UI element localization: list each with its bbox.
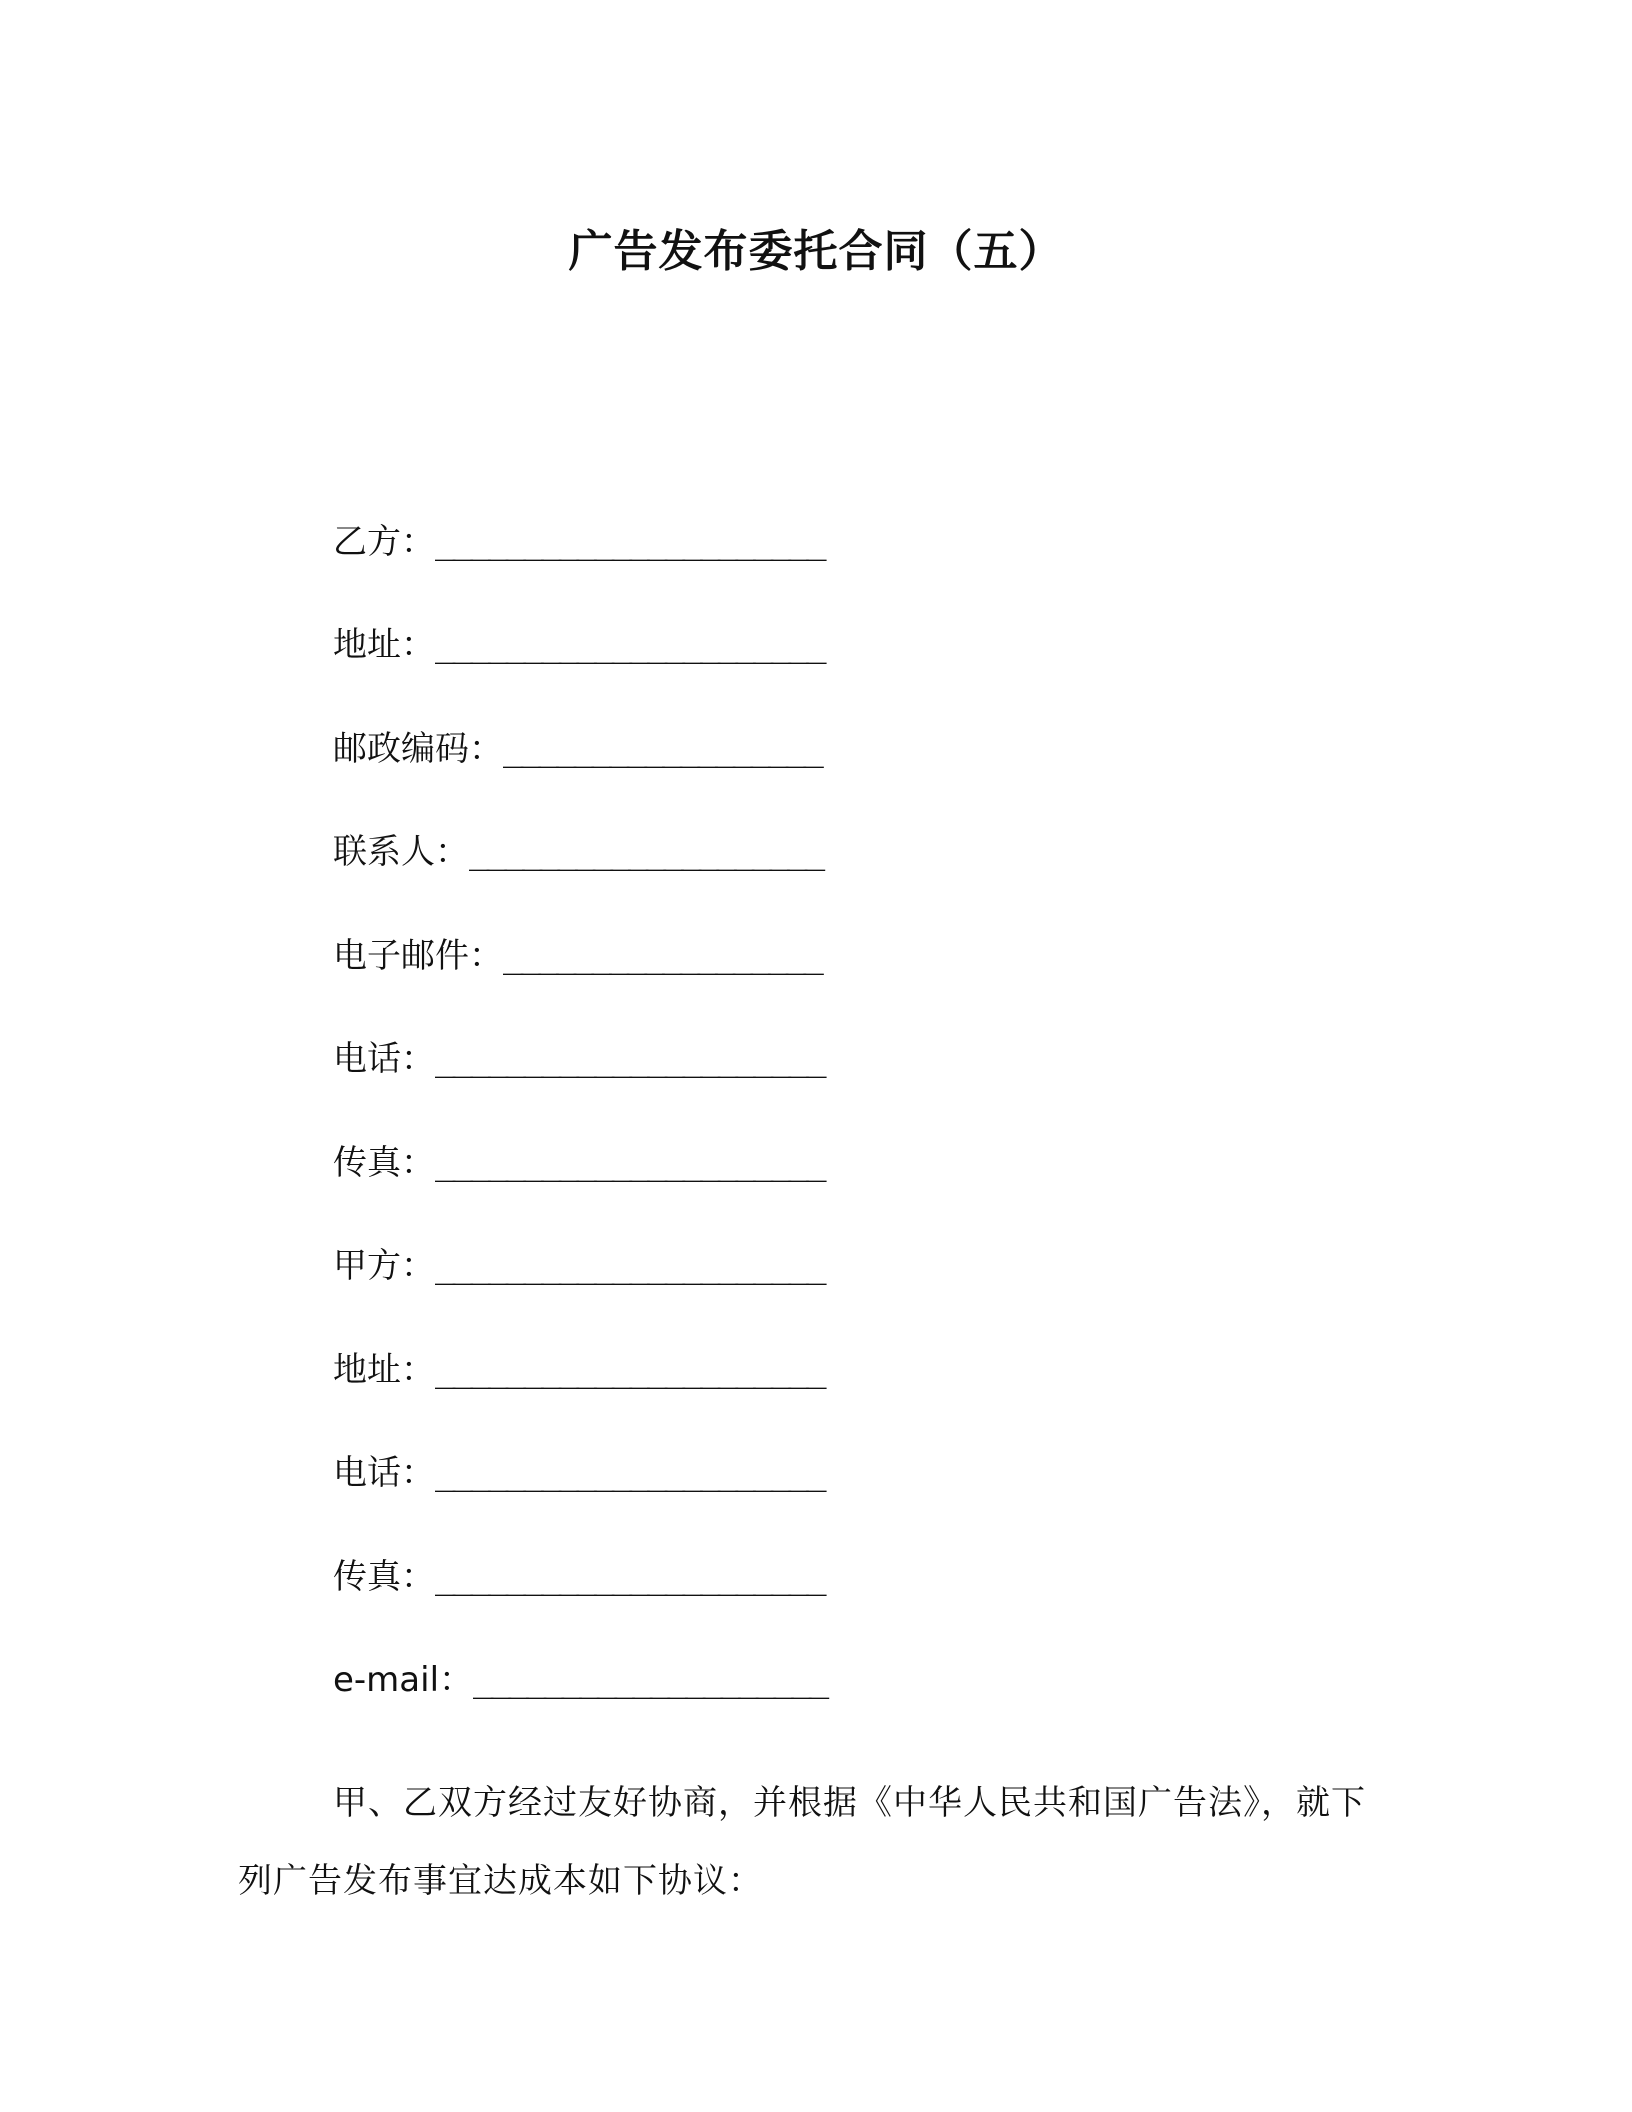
page-title: 广告发布委托合同（五） <box>568 226 1064 277</box>
field-label: 传真： <box>333 1142 435 1183</box>
fill-in-blank: ____________________ <box>469 832 823 873</box>
field-party-a-email <box>333 1629 1233 1733</box>
field-party-b-fax <box>333 1111 1233 1215</box>
field-label: e-mail： <box>333 1660 474 1701</box>
field-label: 甲方： <box>333 1246 435 1287</box>
fill-in-blank: ______________________ <box>435 1556 824 1597</box>
field-label: 地址： <box>333 1349 435 1390</box>
field-party-a-address <box>333 1318 1233 1422</box>
field-label: 传真： <box>333 1556 435 1597</box>
field-postal-code <box>333 697 1233 801</box>
field-party-b-phone <box>333 1008 1233 1112</box>
field-party-a-phone <box>333 1422 1233 1526</box>
field-party-a-fax <box>333 1525 1233 1629</box>
fill-in-blank: ______________________ <box>435 1246 824 1287</box>
fill-in-blank: __________________ <box>503 935 822 976</box>
fill-in-blank: ______________________ <box>435 625 824 666</box>
field-email <box>333 904 1233 1008</box>
field-party-b <box>333 490 1233 594</box>
field-label: 乙方： <box>333 521 435 562</box>
field-party-a <box>333 1215 1233 1319</box>
field-label: 联系人： <box>333 832 469 873</box>
field-party-b-address <box>333 594 1233 698</box>
party-info-fields <box>333 490 1233 1732</box>
fill-in-blank: __________________ <box>503 728 822 769</box>
field-contact-person <box>333 801 1233 905</box>
intro-paragraph: 甲、乙双方经过友好协商，并根据《中华人民共和国广告法》，就下列广告发布事宜达成本如下协议： <box>238 1783 1366 1901</box>
fill-in-blank: ______________________ <box>435 1349 824 1390</box>
field-label: 电话： <box>333 1039 435 1080</box>
field-label: 地址： <box>333 625 435 666</box>
fill-in-blank: ______________________ <box>435 1039 824 1080</box>
field-label: 邮政编码： <box>333 728 503 769</box>
fill-in-blank: ______________________ <box>435 1453 824 1494</box>
fill-in-blank: ____________________ <box>473 1660 827 1701</box>
fill-in-blank: ______________________ <box>435 521 824 562</box>
field-label: 电话： <box>333 1453 435 1494</box>
field-label: 电子邮件： <box>333 935 503 976</box>
fill-in-blank: ______________________ <box>435 1142 824 1183</box>
